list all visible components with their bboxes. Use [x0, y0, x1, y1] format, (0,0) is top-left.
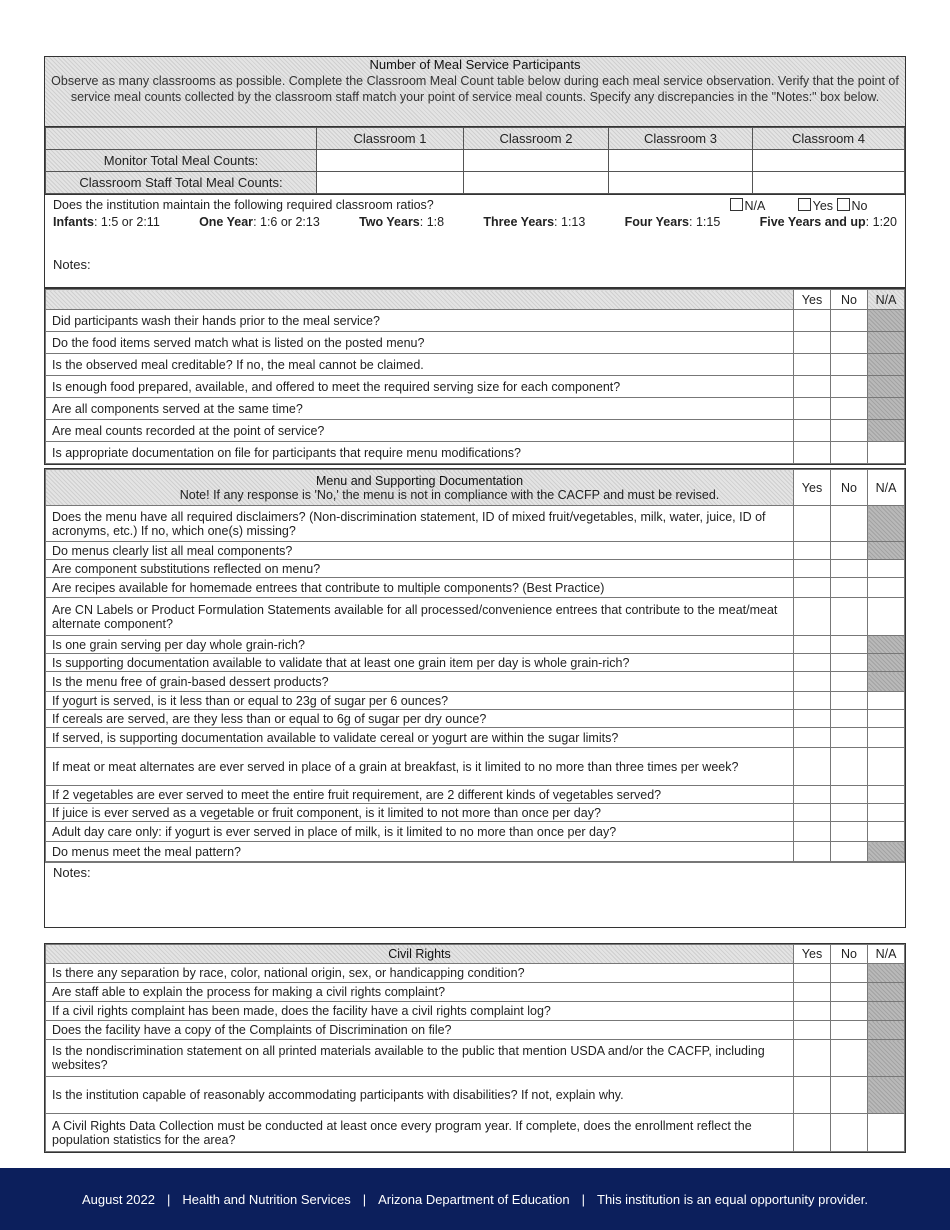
answer-no-cell[interactable]	[831, 1040, 868, 1077]
answer-yes-cell[interactable]	[794, 310, 831, 332]
answer-yes-cell[interactable]	[794, 506, 831, 542]
monitor-count-c4[interactable]	[753, 150, 905, 172]
answer-na-cell[interactable]	[868, 748, 905, 786]
question-row	[46, 728, 905, 748]
answer-na-cell[interactable]	[868, 560, 905, 578]
answer-yes-cell[interactable]	[794, 1002, 831, 1021]
question-text: Are meal counts recorded at the point of service?	[46, 420, 794, 442]
col-na: N/A	[868, 470, 905, 506]
question-text: Does the menu have all required disclaimers? (Non-discrimination statement, ID of mixed fruit/vegetables, milk, water, juice, ID of acronyms, etc.) If no, which one(s) missing?	[46, 506, 794, 542]
civil-rights-section	[44, 943, 906, 1153]
question-text: Are recipes available for homemade entrees that contribute to multiple components? (Best Practice)	[46, 578, 794, 598]
na-shaded-cell	[868, 354, 905, 376]
answer-no-cell[interactable]	[831, 710, 868, 728]
answer-na-cell[interactable]	[868, 728, 905, 748]
monitor-count-c1[interactable]	[317, 150, 464, 172]
col-yes: Yes	[794, 290, 831, 310]
question-row	[46, 560, 905, 578]
answer-yes-cell[interactable]	[794, 692, 831, 710]
col-no: No	[831, 945, 868, 964]
answer-yes-cell[interactable]	[794, 748, 831, 786]
menu-note: Note! If any response is 'No,' the menu is not in compliance with the CACFP and must be revised.	[179, 487, 720, 502]
question-row	[46, 376, 905, 398]
participants-instructions: Observe as many classrooms as possible. Complete the Classroom Meal Count table below during each meal service observation. Verify that the point of service meal counts collected by the classroom staff match your point of service meal counts. Specify any discrepancies in the "Notes:" box below.	[51, 74, 899, 104]
staff-count-c2[interactable]	[464, 172, 609, 194]
question-row	[46, 654, 905, 672]
question-row	[46, 1040, 905, 1077]
answer-na-cell[interactable]	[868, 598, 905, 636]
meal-service-table	[45, 289, 905, 464]
staff-count-c1[interactable]	[317, 172, 464, 194]
answer-yes-cell[interactable]	[794, 442, 831, 464]
answer-no-cell[interactable]	[831, 354, 868, 376]
answer-yes-cell[interactable]	[794, 983, 831, 1002]
question-text: Are CN Labels or Product Formulation Statements available for all processed/convenience entrees that contribute to the meat/meat alternate component?	[46, 598, 794, 636]
na-label: N/A	[744, 199, 765, 213]
answer-yes-cell[interactable]	[794, 598, 831, 636]
question-row	[46, 1002, 905, 1021]
answer-no-cell[interactable]	[831, 442, 868, 464]
answer-no-cell[interactable]	[831, 310, 868, 332]
na-shaded-cell	[868, 310, 905, 332]
question-text: If yogurt is served, is it less than or equal to 23g of sugar per 6 ounces?	[46, 692, 794, 710]
question-text: Do menus clearly list all meal components?	[46, 542, 794, 560]
classroom-4-header: Classroom 4	[753, 128, 905, 150]
question-row	[46, 1021, 905, 1040]
menu-table	[45, 469, 905, 862]
question-text: Did participants wash their hands prior to the meal service?	[46, 310, 794, 332]
ratio-question: Does the institution maintain the following required classroom ratios?	[53, 198, 434, 212]
question-row	[46, 506, 905, 542]
question-text: Is enough food prepared, available, and offered to meet the required serving size for each component?	[46, 376, 794, 398]
question-row	[46, 1114, 905, 1152]
no-label: No	[851, 199, 868, 213]
na-shaded-cell	[868, 332, 905, 354]
na-shaded-cell	[868, 542, 905, 560]
staff-count-c4[interactable]	[753, 172, 905, 194]
ratio-five-years: Five Years and up: 1:20	[759, 215, 897, 229]
answer-no-cell[interactable]	[831, 786, 868, 804]
answer-no-cell[interactable]	[831, 804, 868, 822]
footer-dept: Health and Nutrition Services	[182, 1191, 351, 1207]
answer-na-cell[interactable]	[868, 822, 905, 842]
question-text: Is the institution capable of reasonably accommodating participants with disabilities? If not, explain why.	[46, 1077, 794, 1114]
no-checkbox[interactable]	[837, 198, 850, 211]
question-row	[46, 636, 905, 654]
civil-rights-table	[45, 944, 905, 1152]
answer-na-cell[interactable]	[868, 692, 905, 710]
question-row	[46, 354, 905, 376]
answer-na-cell[interactable]	[868, 804, 905, 822]
staff-count-label: Classroom Staff Total Meal Counts:	[46, 172, 317, 194]
question-text: Is one grain serving per day whole grain-rich?	[46, 636, 794, 654]
answer-yes-cell[interactable]	[794, 654, 831, 672]
ratio-three-years: Three Years: 1:13	[483, 215, 586, 229]
question-text: If 2 vegetables are ever served to meet the entire fruit requirement, are 2 different kinds of vegetables served?	[46, 786, 794, 804]
answer-yes-cell[interactable]	[794, 376, 831, 398]
answer-no-cell[interactable]	[831, 822, 868, 842]
answer-yes-cell[interactable]	[794, 786, 831, 804]
question-row	[46, 310, 905, 332]
na-shaded-cell	[868, 506, 905, 542]
question-text: Is supporting documentation available to validate that at least one grain item per day is whole grain-rich?	[46, 654, 794, 672]
question-text: Does the facility have a copy of the Complaints of Discrimination on file?	[46, 1021, 794, 1040]
answer-no-cell[interactable]	[831, 983, 868, 1002]
answer-no-cell[interactable]	[831, 1114, 868, 1152]
answer-no-cell[interactable]	[831, 598, 868, 636]
na-shaded-cell	[868, 1002, 905, 1021]
question-row	[46, 672, 905, 692]
na-shaded-cell	[868, 964, 905, 983]
question-row	[46, 332, 905, 354]
classroom-3-header: Classroom 3	[609, 128, 753, 150]
answer-no-cell[interactable]	[831, 560, 868, 578]
answer-yes-cell[interactable]	[794, 964, 831, 983]
answer-yes-cell[interactable]	[794, 636, 831, 654]
participants-notes[interactable]	[45, 255, 905, 274]
classroom-2-header: Classroom 2	[464, 128, 609, 150]
yes-label: Yes	[812, 199, 834, 213]
footer-agency: Arizona Department of Education	[378, 1191, 570, 1207]
na-shaded-cell	[868, 398, 905, 420]
ratio-answers	[730, 198, 897, 213]
answer-no-cell[interactable]	[831, 654, 868, 672]
answer-no-cell[interactable]	[831, 748, 868, 786]
col-na: N/A	[868, 945, 905, 964]
menu-section	[44, 468, 906, 928]
footer-statement: This institution is an equal opportunity provider.	[597, 1191, 869, 1207]
monitor-count-c2[interactable]	[464, 150, 609, 172]
question-text: Are all components served at the same time?	[46, 398, 794, 420]
na-shaded-cell	[868, 983, 905, 1002]
question-row	[46, 804, 905, 822]
footer-sep: |	[581, 1191, 586, 1207]
ratio-infants: Infants: 1:5 or 2:11	[53, 215, 160, 229]
answer-no-cell[interactable]	[831, 1021, 868, 1040]
footer-date: August 2022	[81, 1191, 155, 1207]
meal-service-header	[46, 290, 794, 310]
na-shaded-cell	[868, 420, 905, 442]
question-row	[46, 398, 905, 420]
notes-label: Notes:	[53, 865, 91, 880]
menu-header	[46, 470, 794, 506]
answer-no-cell[interactable]	[831, 672, 868, 692]
na-shaded-cell	[868, 636, 905, 654]
menu-notes[interactable]	[45, 862, 905, 927]
answer-na-cell[interactable]	[868, 710, 905, 728]
participants-title: Number of Meal Service Participants	[369, 57, 581, 72]
footer-sep: |	[166, 1191, 171, 1207]
col-na: N/A	[868, 290, 905, 310]
question-row	[46, 578, 905, 598]
na-shaded-cell	[868, 654, 905, 672]
question-text: If meat or meat alternates are ever served in place of a grain at breakfast, is it limited to no more than three times per week?	[46, 748, 794, 786]
col-yes: Yes	[794, 945, 831, 964]
na-shaded-cell	[868, 1040, 905, 1077]
question-text: Is the menu free of grain-based dessert products?	[46, 672, 794, 692]
answer-no-cell[interactable]	[831, 332, 868, 354]
answer-yes-cell[interactable]	[794, 1114, 831, 1152]
ratio-four-years: Four Years: 1:15	[624, 215, 721, 229]
answer-no-cell[interactable]	[831, 398, 868, 420]
answer-no-cell[interactable]	[831, 1077, 868, 1114]
question-text: Is the observed meal creditable? If no, the meal cannot be claimed.	[46, 354, 794, 376]
na-shaded-cell	[868, 842, 905, 862]
question-row	[46, 983, 905, 1002]
answer-no-cell[interactable]	[831, 964, 868, 983]
answer-no-cell[interactable]	[831, 692, 868, 710]
answer-yes-cell[interactable]	[794, 728, 831, 748]
question-text: Is appropriate documentation on file for participants that require menu modifications?	[46, 442, 794, 464]
question-row	[46, 842, 905, 862]
answer-yes-cell[interactable]	[794, 822, 831, 842]
answer-yes-cell[interactable]	[794, 542, 831, 560]
answer-na-cell[interactable]	[868, 786, 905, 804]
answer-yes-cell[interactable]	[794, 578, 831, 598]
question-text: Do menus meet the meal pattern?	[46, 842, 794, 862]
ratio-list	[53, 215, 897, 229]
footer-bar	[0, 1168, 950, 1230]
answer-na-cell[interactable]	[868, 1114, 905, 1152]
na-shaded-cell	[868, 672, 905, 692]
ratio-block	[45, 194, 905, 255]
answer-yes-cell[interactable]	[794, 672, 831, 692]
answer-na-cell[interactable]	[868, 442, 905, 464]
question-text: Are component substitutions reflected on menu?	[46, 560, 794, 578]
question-text: A Civil Rights Data Collection must be conducted at least once every program year. If complete, does the enrollment reflect the population statistics for the area?	[46, 1114, 794, 1152]
question-row	[46, 822, 905, 842]
answer-yes-cell[interactable]	[794, 560, 831, 578]
question-row	[46, 1077, 905, 1114]
answer-no-cell[interactable]	[831, 728, 868, 748]
answer-no-cell[interactable]	[831, 542, 868, 560]
question-text: If served, is supporting documentation available to validate cereal or yogurt are within the sugar limits?	[46, 728, 794, 748]
na-checkbox[interactable]	[730, 198, 743, 211]
table-corner	[46, 128, 317, 150]
question-text: Are staff able to explain the process for making a civil rights complaint?	[46, 983, 794, 1002]
answer-yes-cell[interactable]	[794, 1040, 831, 1077]
question-text: If cereals are served, are they less than or equal to 6g of sugar per dry ounce?	[46, 710, 794, 728]
ratio-two-years: Two Years: 1:8	[359, 215, 445, 229]
question-row	[46, 748, 905, 786]
question-row	[46, 692, 905, 710]
ratio-one-year: One Year: 1:6 or 2:13	[199, 215, 320, 229]
monitor-count-label: Monitor Total Meal Counts:	[46, 150, 317, 172]
answer-no-cell[interactable]	[831, 420, 868, 442]
answer-no-cell[interactable]	[831, 842, 868, 862]
question-row	[46, 964, 905, 983]
answer-yes-cell[interactable]	[794, 354, 831, 376]
answer-no-cell[interactable]	[831, 636, 868, 654]
classroom-count-table	[45, 127, 905, 194]
answer-yes-cell[interactable]	[794, 398, 831, 420]
meal-service-section	[44, 288, 906, 465]
na-shaded-cell	[868, 1077, 905, 1114]
question-text: If a civil rights complaint has been made, does the facility have a civil rights complaint log?	[46, 1002, 794, 1021]
question-row	[46, 710, 905, 728]
answer-na-cell[interactable]	[868, 578, 905, 598]
answer-yes-cell[interactable]	[794, 1077, 831, 1114]
answer-yes-cell[interactable]	[794, 1021, 831, 1040]
meal-participants-section	[44, 56, 906, 288]
answer-yes-cell[interactable]	[794, 420, 831, 442]
answer-no-cell[interactable]	[831, 376, 868, 398]
footer-sep: |	[362, 1191, 367, 1207]
answer-yes-cell[interactable]	[794, 804, 831, 822]
yes-checkbox[interactable]	[798, 198, 811, 211]
question-row	[46, 542, 905, 560]
col-yes: Yes	[794, 470, 831, 506]
menu-title: Menu and Supporting Documentation	[315, 473, 524, 488]
question-row	[46, 786, 905, 804]
na-shaded-cell	[868, 1021, 905, 1040]
answer-yes-cell[interactable]	[794, 332, 831, 354]
classroom-1-header: Classroom 1	[317, 128, 464, 150]
answer-yes-cell[interactable]	[794, 842, 831, 862]
question-text: Is the nondiscrimination statement on all printed materials available to the public that mention USDA and/or the CACFP, including websites?	[46, 1040, 794, 1077]
question-text: Is there any separation by race, color, national origin, sex, or handicapping condition?	[46, 964, 794, 983]
question-text: Do the food items served match what is listed on the posted menu?	[46, 332, 794, 354]
civil-rights-title: Civil Rights	[46, 945, 794, 964]
question-text: Adult day care only: if yogurt is ever served in place of milk, is it limited to no more than once per day?	[46, 822, 794, 842]
col-no: No	[831, 290, 868, 310]
na-shaded-cell	[868, 376, 905, 398]
monitor-count-c3[interactable]	[609, 150, 753, 172]
answer-no-cell[interactable]	[831, 1002, 868, 1021]
staff-count-c3[interactable]	[609, 172, 753, 194]
answer-yes-cell[interactable]	[794, 710, 831, 728]
question-row	[46, 598, 905, 636]
question-row	[46, 420, 905, 442]
answer-no-cell[interactable]	[831, 578, 868, 598]
question-row	[46, 442, 905, 464]
answer-no-cell[interactable]	[831, 506, 868, 542]
question-text: If juice is ever served as a vegetable or fruit component, is it limited to not more than once per day?	[46, 804, 794, 822]
col-no: No	[831, 470, 868, 506]
notes-label: Notes:	[53, 257, 91, 272]
participants-header	[45, 57, 905, 127]
